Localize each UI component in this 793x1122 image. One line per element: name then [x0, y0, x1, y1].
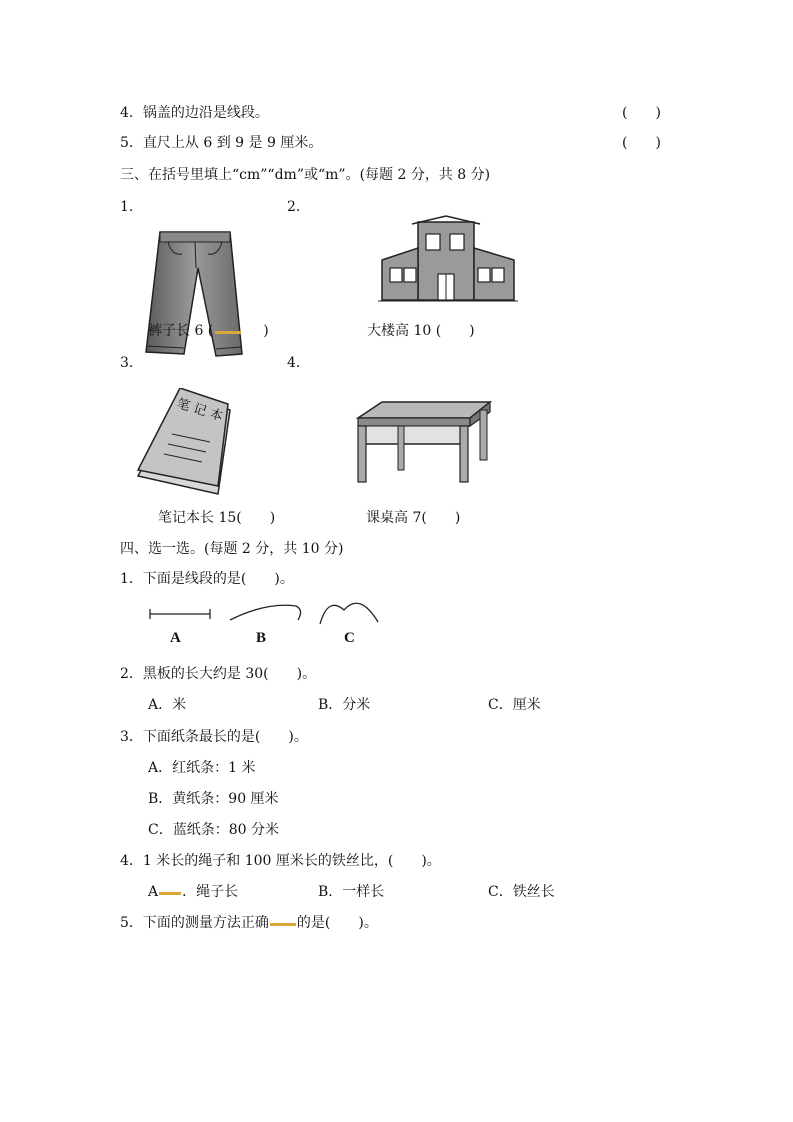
- q4-option-a-letter: A: [148, 884, 159, 900]
- judge-question-5: 5．直尺上从 6 到 9 是 9 厘米。: [120, 135, 323, 151]
- option-label-a: A: [170, 630, 181, 646]
- option-label-b: B: [256, 630, 267, 646]
- answer-paren: ( ): [622, 135, 661, 151]
- choice-question-5: [120, 914, 378, 932]
- pants-caption-close: ): [263, 323, 269, 339]
- choice-question-1: 1．下面是线段的是( )。: [120, 571, 294, 587]
- choice-question-4: 4．1 米长的绳子和 100 厘米长的铁丝比，( )。: [120, 853, 441, 869]
- q5-text-end: 的是( )。: [296, 915, 378, 931]
- q4-option-c: C．铁丝长: [488, 884, 555, 900]
- answer-paren: ( ): [622, 105, 661, 121]
- q4-option-b: B．一样长: [318, 884, 385, 900]
- q4-option-a-text: ．绳子长: [182, 884, 239, 900]
- q4-option-a: [148, 883, 238, 901]
- building-caption: 大楼高 10 ( ): [367, 323, 475, 339]
- item-number-3: 3.: [120, 355, 134, 371]
- q5-text-start: 5．下面的测量方法正确: [120, 915, 269, 931]
- option-label-c: C: [344, 630, 355, 646]
- notebook-caption: 笔记本长 15( ): [158, 510, 276, 526]
- highlight-mark: [159, 892, 181, 895]
- highlight-mark: [215, 331, 241, 334]
- choice-question-2: 2．黑板的长大约是 30( )。: [120, 666, 317, 682]
- section-4-title: 四、选一选。(每题 2 分，共 10 分): [120, 541, 344, 557]
- line-options-figure: [146, 598, 388, 634]
- pants-caption: [148, 322, 269, 340]
- item-number-1: 1.: [120, 199, 134, 215]
- notebook-label: 笔 记 本: [174, 396, 225, 425]
- q2-option-a: A．米: [148, 697, 187, 713]
- desk-caption: 课桌高 7( ): [366, 510, 461, 526]
- choice-question-3: 3．下面纸条最长的是( )。: [120, 729, 308, 745]
- q3-option-c: C．蓝纸条：80 分米: [148, 822, 279, 838]
- q2-option-c: C．厘米: [488, 697, 541, 713]
- q3-option-b: B．黄纸条：90 厘米: [148, 791, 279, 807]
- desk-illustration: [352, 400, 492, 484]
- building-illustration: [378, 214, 518, 304]
- q2-option-b: B．分米: [318, 697, 371, 713]
- pants-caption-text: 裤子长 6 (: [148, 323, 214, 339]
- item-number-2: 2.: [287, 199, 301, 215]
- q3-option-a: A．红纸条：1 米: [148, 760, 256, 776]
- highlight-mark: [270, 923, 296, 926]
- item-number-4: 4.: [287, 355, 301, 371]
- judge-question-4: 4．锅盖的边沿是线段。: [120, 105, 269, 121]
- section-3-title: 三、在括号里填上“cm”“dm”或“m”。(每题 2 分，共 8 分): [120, 167, 491, 183]
